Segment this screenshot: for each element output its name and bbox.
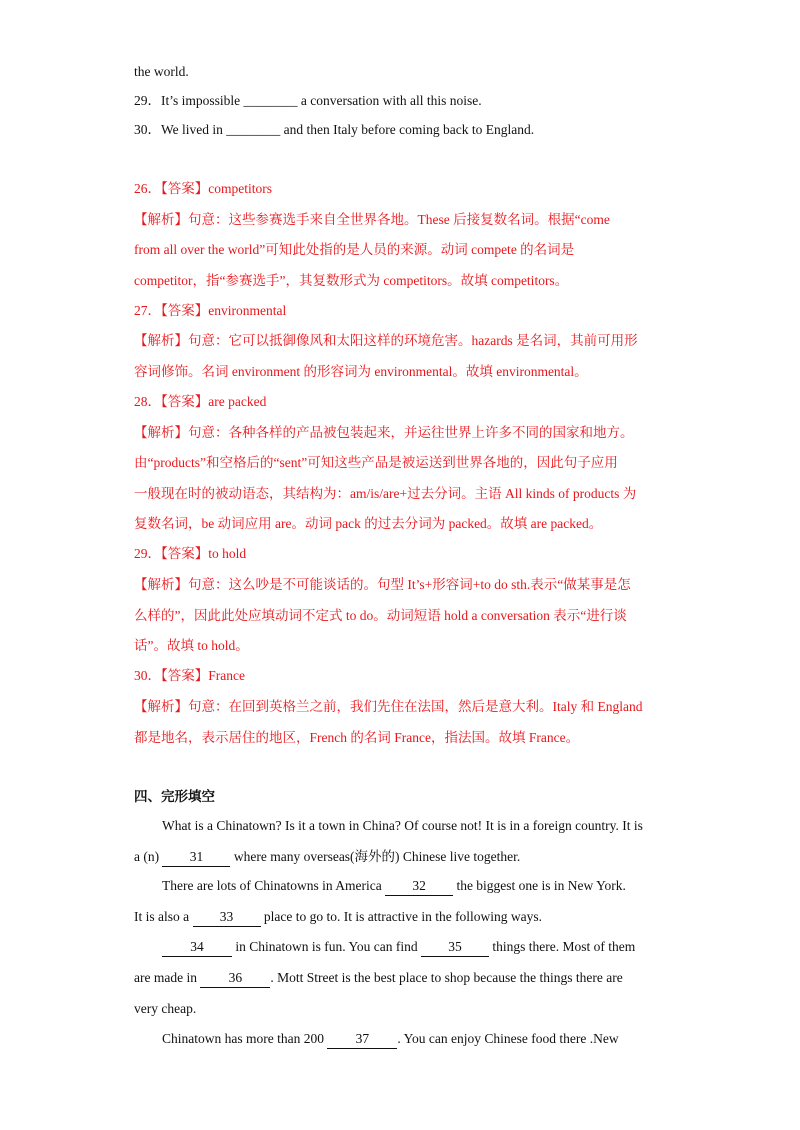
answer-28-analysis-line: 复数名词，be 动词应用 are。动词 pack 的过去分词为 packed。故填 are packed。 (134, 516, 603, 531)
blank-33[interactable]: 33 (193, 908, 261, 927)
answer-28-analysis-line: 由“products”和空格后的“sent”可知这些产品是被运送到世界各地的，因此句子应用 (134, 455, 618, 470)
answer-26-analysis-line: from all over the world”可知此处指的是人员的来源。动词 compete 的名词是 (134, 242, 575, 257)
answer-26-head: 26．【答案】competitors (134, 181, 272, 196)
blank-32[interactable]: 32 (385, 877, 453, 896)
passage-text: the biggest one is in New York. (453, 878, 626, 893)
passage-text: There are lots of Chinatowns in America (162, 878, 386, 893)
question-28-tail: the world. (134, 64, 189, 79)
answer-28-analysis-line: 一般现在时的被动语态，其结构为：am/is/are+过去分词。主语 All kinds of products 为 (134, 486, 637, 501)
blank-34[interactable]: 34 (162, 938, 232, 957)
passage-text: place to go to. It is attractive in the following ways. (260, 909, 543, 924)
answer-30-analysis-line: 都是地名，表示居住的地区，French 的名词 France，指法国。故填 France。 (134, 730, 580, 745)
passage-text: . Mott Street is the best place to shop because the things there are (270, 970, 623, 985)
passage-line (134, 969, 623, 988)
blank-36[interactable]: 36 (200, 969, 270, 988)
answer-29-analysis-line: 话”。故填 to hold。 (134, 638, 249, 653)
answer-27-analysis-line: 【解析】句意：它可以抵御像风和太阳这样的环境危害。hazards 是名词，其前可用形 (134, 333, 638, 348)
passage-line (134, 908, 542, 927)
answer-27-analysis-line: 容词修饰。名词 environment 的形容词为 environmental。故填 environmental。 (134, 364, 588, 379)
answer-29-head: 29．【答案】to hold (134, 546, 247, 561)
passage-line (134, 848, 520, 867)
passage-text: are made in (134, 970, 201, 985)
answer-28-head: 28．【答案】are packed (134, 394, 267, 409)
answer-30-analysis-line: 【解析】句意：在回到英格兰之前，我们先住在法国，然后是意大利。Italy 和 England (134, 699, 643, 714)
passage-text: It is also a (134, 909, 193, 924)
answer-30-head: 30．【答案】France (134, 668, 245, 683)
passage-line: very cheap. (134, 1001, 197, 1016)
answer-27-head: 27．【答案】environmental (134, 303, 287, 318)
passage-text: Chinatown has more than 200 (162, 1031, 328, 1046)
question-30: 30．We lived in ________ and then Italy before coming back to England. (134, 122, 535, 137)
passage-line (162, 938, 635, 957)
passage-text: things there. Most of them (489, 939, 636, 954)
passage-text: . You can enjoy Chinese food there .New (397, 1031, 619, 1046)
section-title: 四、完形填空 (134, 789, 215, 804)
passage-text: where many overseas(海外的) Chinese live together. (230, 849, 521, 864)
question-29: 29．It’s impossible ________ a conversation with all this noise. (134, 93, 482, 108)
blank-31[interactable]: 31 (162, 848, 230, 867)
passage-text: a (n) (134, 849, 163, 864)
answer-26-analysis-line: competitor，指“参赛选手”，其复数形式为 competitors。故填 competitors。 (134, 273, 569, 288)
answer-28-analysis-line: 【解析】句意：各种各样的产品被包装起来，并运往世界上许多不同的国家和地方。 (134, 425, 634, 440)
blank-37[interactable]: 37 (327, 1030, 397, 1049)
passage-text: in Chinatown is fun. You can find (232, 939, 421, 954)
answer-26-analysis-line: 【解析】句意：这些参赛选手来自全世界各地。These 后接复数名词。根据“come (134, 212, 610, 227)
answer-29-analysis-line: 【解析】句意：这么吵是不可能谈话的。句型 It’s+形容词+to do sth.表示“做某事是怎 (134, 577, 631, 592)
passage-line (162, 1030, 619, 1049)
answer-29-analysis-line: 么样的”，因此此处应填动词不定式 to do。动词短语 hold a conversation 表示“进行谈 (134, 608, 627, 623)
passage-line: What is a Chinatown? Is it a town in China? Of course not! It is in a foreign country. It is (162, 818, 643, 833)
blank-35[interactable]: 35 (421, 938, 489, 957)
passage-line (162, 877, 626, 896)
